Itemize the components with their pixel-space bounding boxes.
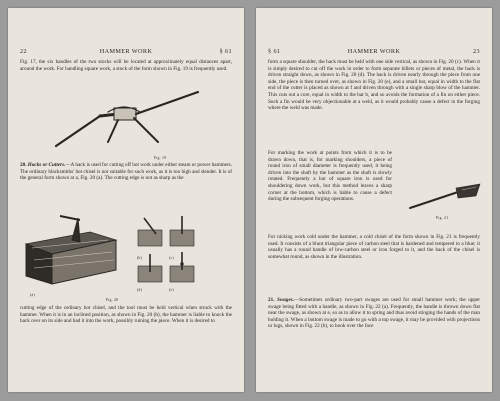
running-head (268, 48, 480, 56)
paragraph-marking: For marking the work at points from which it is to be drawn down, that is, for marking shoulders, a piece of round iron of small diameter is frequently used, it being driven into the shaft by the hammer as the shaft is slowly rotated. Frequently a bar of square iron is used for shouldering down work, but this method leaves a sharp corner at the bottom, which is liable to cause a defect during the subsequent forging operations. (268, 150, 392, 203)
figure-20-label-e: (e) (169, 288, 174, 292)
section-title: Hacks or Cutters. (27, 162, 66, 168)
paragraph-top: Fig. 17, the six handles of the two stocks will be located at approximately equal distances apart, around the work. For handling square work, a stock of the form shown in Fig. 19 is frequently used. (20, 59, 232, 72)
page-number: 23 (473, 48, 480, 55)
figure-20-label-a: (a) (30, 293, 35, 297)
section-number: 20. (20, 162, 27, 168)
paragraph-bottom: cutting edge of the ordinary hot chisel, and the tool must be held vertical when struck with the hammer. When it is in an inclined position, as shown in Fig. 20 (b), the hammer is liable to knock the hack over on its side and bad it into the work, possibly ruining the piece. When it is desired to (20, 305, 232, 325)
section-body: —Sometimes ordinary two-part swages are used for small hammer work; the upper swage being fitted with a handle, as shown in Fig. 22 (a). Frequently, the handle is thrown down flat near the swage, as shown at e, so as to allow it to spring and thus avoid stinging the hands of the man holding it. When a bottom swage is made to go with a top swage, it may be provided with projections or lugs, shown in Fig. 22 (b), to hook over the face (268, 297, 480, 330)
section-21 (268, 297, 480, 330)
figure-20-label-c: (c) (169, 256, 174, 260)
figure-21-caption: Fig. 21 (436, 216, 449, 220)
section-20 (20, 162, 232, 182)
figure-20-caption: Fig. 20 (106, 298, 119, 302)
figure-20-label-d: (d) (137, 288, 143, 292)
section-body: —A hack is used for cutting off hot work under either steam or power hammers. The ordinary blacksmiths' hot chisel is not suitable for such work, as it is too high and slender. It is of the general form shown at a, Fig. 20 (a). The cutting edge is not as sharp as the (20, 162, 232, 182)
figure-20-label-b: (b) (137, 256, 143, 260)
page-number: 22 (20, 48, 27, 55)
left-page (8, 8, 244, 392)
paragraph-top: form a square shoulder, the hack must be held with one side vertical, as shown in Fig. 20 (c). When it is simply desired to cut off the work in order to form separate billets or pieces of metal, the hack is driven straight down, as shown in Fig. 20 (d). The hack is driven nearly through the piece from one side, the piece is then turned over, as shown in Fig. 20 (e), and a small bar, equal in width to the flat end of the cutter is placed as shown at f and driven through with a single sharp blow of the hammer. This cuts out a core, equal in width to the bar b, and so avoids the formation of a fin on either piece. Such a fin would be very objectionable at a weld, as it would probably cause a defect in the forging where the weld was made. (268, 59, 480, 112)
running-title: HAMMER WORK (347, 48, 401, 55)
figure-19-caption: Fig. 19 (154, 156, 167, 160)
figure-21-cold-chisel-illustration (406, 182, 486, 212)
section-title: Swages. (276, 297, 295, 303)
running-head (20, 48, 232, 56)
paragraph-nicking: For nicking work cold under the hammer, a cold chisel of the form shown in Fig. 21 is frequently used. It consists of a blunt triangular piece of carbon steel that is hardened and tempered to a blue; it usually has a round handle of low-carbon steel or iron forged to it, and the back of the chisel is somewhat round, as shown in the illustration. (268, 234, 480, 260)
running-title: HAMMER WORK (99, 48, 153, 55)
section-number: 21. (268, 297, 275, 303)
section-ref: § 61 (219, 48, 232, 55)
figure-19-stock-illustration (48, 84, 208, 154)
section-ref: § 61 (268, 48, 281, 55)
right-page (256, 8, 492, 392)
figure-20-hacks-illustration (20, 214, 232, 296)
